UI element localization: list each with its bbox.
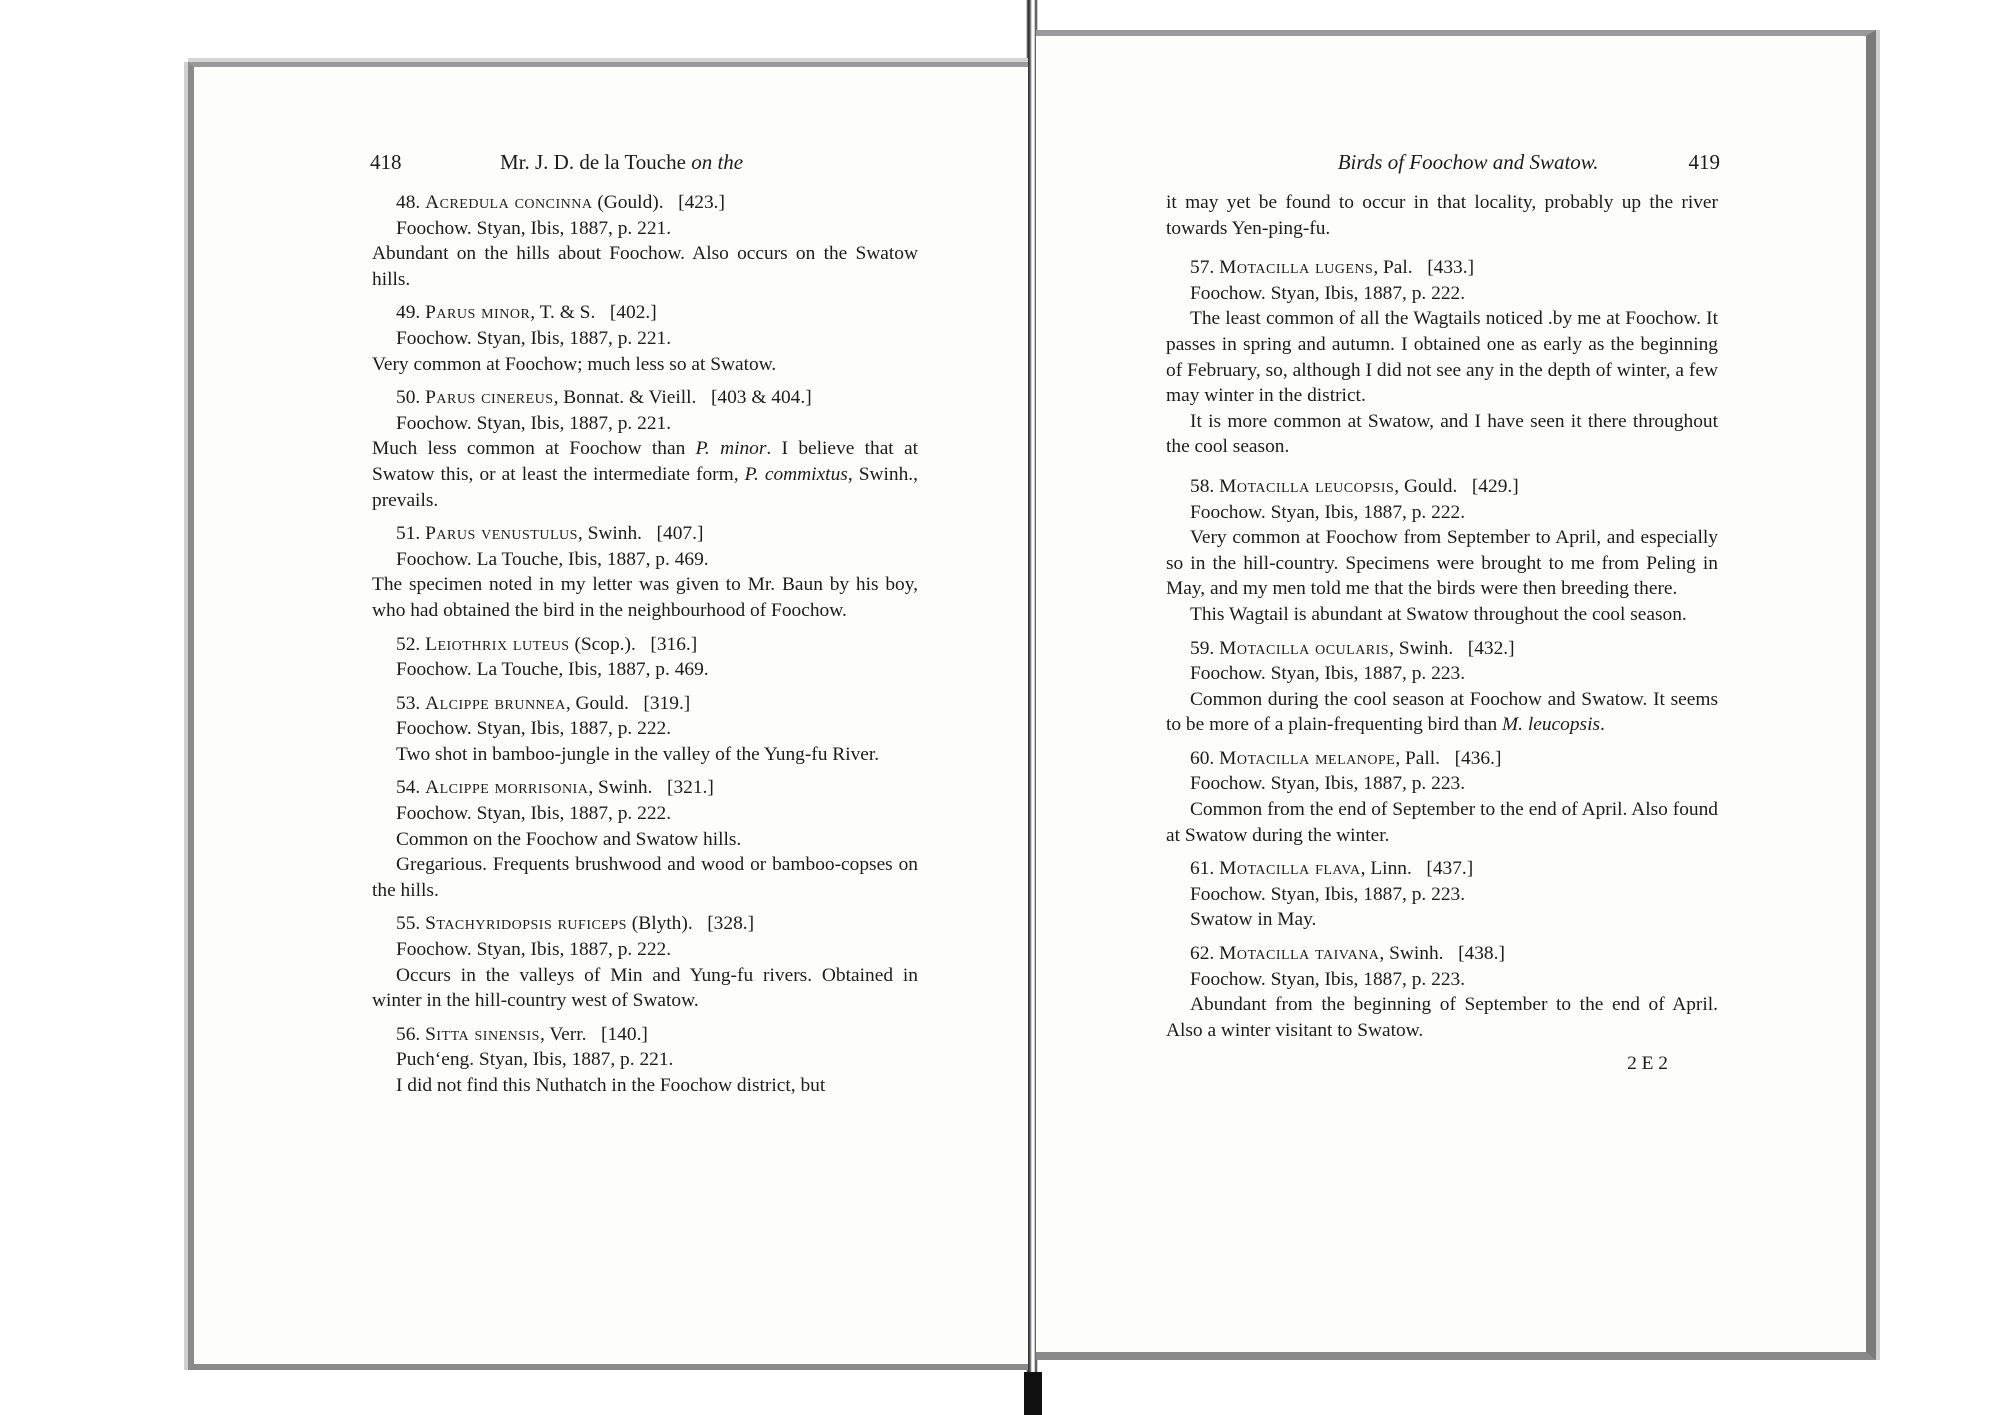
entry-note: Abundant from the beginning of September to the end of April. Also a winter visitant to Swatow. bbox=[1166, 994, 1718, 1041]
entry-heading: 56. Sitta sinensis, Verr. [140.] bbox=[396, 1023, 648, 1045]
entry-heading: 58. Motacilla leucopsis, Gould. [429.] bbox=[1190, 475, 1519, 497]
entry-heading: 60. Motacilla melanope, Pall. [436.] bbox=[1190, 747, 1502, 769]
entry-note: The least common of all the Wagtails noticed .by me at Foochow. It passes in spring and autumn. I obtained one as early as the beginning of February, so, although I did not see any in the depth of winter, a few may winter in the district. bbox=[1166, 308, 1718, 407]
left-running-head bbox=[370, 150, 930, 175]
entry-note: I did not find this Nuthatch in the Foochow district, but bbox=[396, 1075, 826, 1096]
species-entry bbox=[372, 385, 918, 513]
binding-shadow bbox=[1024, 1372, 1042, 1415]
entry-heading: 59. Motacilla ocularis, Swinh. [432.] bbox=[1190, 637, 1515, 659]
entry-reference: Foochow. Styan, Ibis, 1887, p. 222. bbox=[1190, 282, 1466, 304]
entry-reference: Foochow. Styan, Ibis, 1887, p. 223. bbox=[1190, 883, 1466, 905]
species-entry bbox=[372, 300, 918, 377]
continued-paragraph: it may yet be found to occur in that locality, probably up the river towards Yen-ping-fu. bbox=[1166, 192, 1718, 239]
entry-heading: 51. Parus venustulus, Swinh. [407.] bbox=[396, 523, 704, 545]
entry-note: The specimen noted in my letter was given to Mr. Baun by his boy, who had obtained the bird in the neighbourhood of Foochow. bbox=[372, 574, 918, 621]
entry-note: Common on the Foochow and Swatow hills. bbox=[396, 828, 742, 850]
entry-note: Common from the end of September to the end of April. Also found at Swatow during the winter. bbox=[1166, 799, 1718, 846]
entry-reference: Foochow. Styan, Ibis, 1887, p. 222. bbox=[396, 803, 672, 825]
species-entry bbox=[1166, 636, 1718, 738]
entry-heading: 48. Acredula concinna (Gould). [423.] bbox=[396, 192, 725, 213]
entry-note: Two shot in bamboo-jungle in the valley of the Yung-fu River. bbox=[396, 743, 880, 765]
entry-note: Gregarious. Frequents brushwood and wood or bamboo-copses on the hills. bbox=[372, 854, 918, 901]
entry-note: Abundant on the hills about Foochow. Also occurs on the Swatow hills. bbox=[372, 243, 918, 290]
left-text-column bbox=[372, 190, 918, 1107]
species-entry bbox=[1166, 856, 1718, 933]
species-entry bbox=[372, 521, 918, 623]
entry-reference: Puchʻeng. Styan, Ibis, 1887, p. 221. bbox=[396, 1049, 674, 1071]
entry-note: It is more common at Swatow, and I have seen it there throughout the cool season. bbox=[1166, 410, 1718, 458]
entry-reference: Foochow. Styan, Ibis, 1887, p. 223. bbox=[1190, 968, 1466, 990]
entry-reference: Foochow. Styan, Ibis, 1887, p. 223. bbox=[1190, 773, 1466, 795]
entry-heading: 52. Leiothrix luteus (Scop.). [316.] bbox=[396, 633, 698, 655]
right-page-number: 419 bbox=[1688, 150, 1720, 174]
left-running-title: Mr. J. D. de la Touche on the bbox=[500, 150, 744, 174]
entry-note: Very common at Foochow from September to April, and especially so in the hill-country. Specimens were brought to me from Peling in May, and my men told me that the birds were then breeding there. bbox=[1166, 527, 1718, 600]
species-entry bbox=[1166, 941, 1718, 1043]
left-page-number: 418 bbox=[370, 150, 402, 174]
entry-heading: 57. Motacilla lugens, Pal. [433.] bbox=[1190, 257, 1475, 279]
species-entry bbox=[1166, 474, 1718, 628]
species-entry bbox=[372, 691, 918, 768]
entry-reference: Foochow. Styan, Ibis, 1887, p. 221. bbox=[396, 412, 672, 434]
right-text-column bbox=[1166, 190, 1718, 1077]
entry-reference: Foochow. Styan, Ibis, 1887, p. 223. bbox=[1190, 663, 1466, 685]
entry-reference: Foochow. La Touche, Ibis, 1887, p. 469. bbox=[396, 548, 709, 570]
right-running-title: Birds of Foochow and Swatow. bbox=[1337, 150, 1599, 174]
species-entry bbox=[372, 911, 918, 1013]
entry-note: This Wagtail is abundant at Swatow throughout the cool season. bbox=[1190, 603, 1687, 625]
entry-reference: Foochow. Styan, Ibis, 1887, p. 221. bbox=[396, 217, 672, 239]
signature-mark: 2 E 2 bbox=[1627, 1053, 1668, 1075]
entry-heading: 50. Parus cinereus, Bonnat. & Vieill. [403 & 404.] bbox=[396, 387, 812, 409]
entry-heading: 62. Motacilla taivana, Swinh. [438.] bbox=[1190, 943, 1505, 965]
entry-heading: 54. Alcippe morrisonia, Swinh. [321.] bbox=[396, 777, 714, 799]
entry-reference: Foochow. La Touche, Ibis, 1887, p. 469. bbox=[396, 659, 709, 681]
entry-reference: Foochow. Styan, Ibis, 1887, p. 221. bbox=[396, 327, 672, 349]
entry-note: Swatow in May. bbox=[1190, 909, 1317, 931]
entry-reference: Foochow. Styan, Ibis, 1887, p. 222. bbox=[396, 718, 672, 740]
entry-note: Common during the cool season at Foochow and Swatow. It seems to be more of a plain-frequenting bird than M. leucopsis. bbox=[1166, 688, 1718, 736]
right-running-head bbox=[1160, 150, 1720, 175]
species-entry bbox=[372, 190, 918, 292]
entry-heading: 53. Alcippe brunnea, Gould. [319.] bbox=[396, 692, 691, 714]
entry-reference: Foochow. Styan, Ibis, 1887, p. 222. bbox=[1190, 501, 1466, 523]
entry-heading: 49. Parus minor, T. & S. [402.] bbox=[396, 302, 657, 324]
entry-note: Very common at Foochow; much less so at Swatow. bbox=[372, 353, 777, 375]
entry-note: Much less common at Foochow than P. minor. I believe that at Swatow this, or at least the intermediate form, P. commixtus, Swinh., prevails. bbox=[372, 438, 918, 511]
entry-reference: Foochow. Styan, Ibis, 1887, p. 222. bbox=[396, 939, 672, 961]
species-entry bbox=[1166, 255, 1718, 460]
entry-note: Occurs in the valleys of Min and Yung-fu rivers. Obtained in winter in the hill-country west of Swatow. bbox=[372, 964, 918, 1012]
species-entry bbox=[372, 632, 918, 683]
species-entry bbox=[372, 1022, 918, 1099]
species-entry bbox=[1166, 746, 1718, 848]
species-entry bbox=[372, 775, 918, 903]
entry-heading: 55. Stachyridopsis ruficeps (Blyth). [328.] bbox=[396, 913, 755, 935]
entry-heading: 61. Motacilla flava, Linn. [437.] bbox=[1190, 858, 1474, 880]
